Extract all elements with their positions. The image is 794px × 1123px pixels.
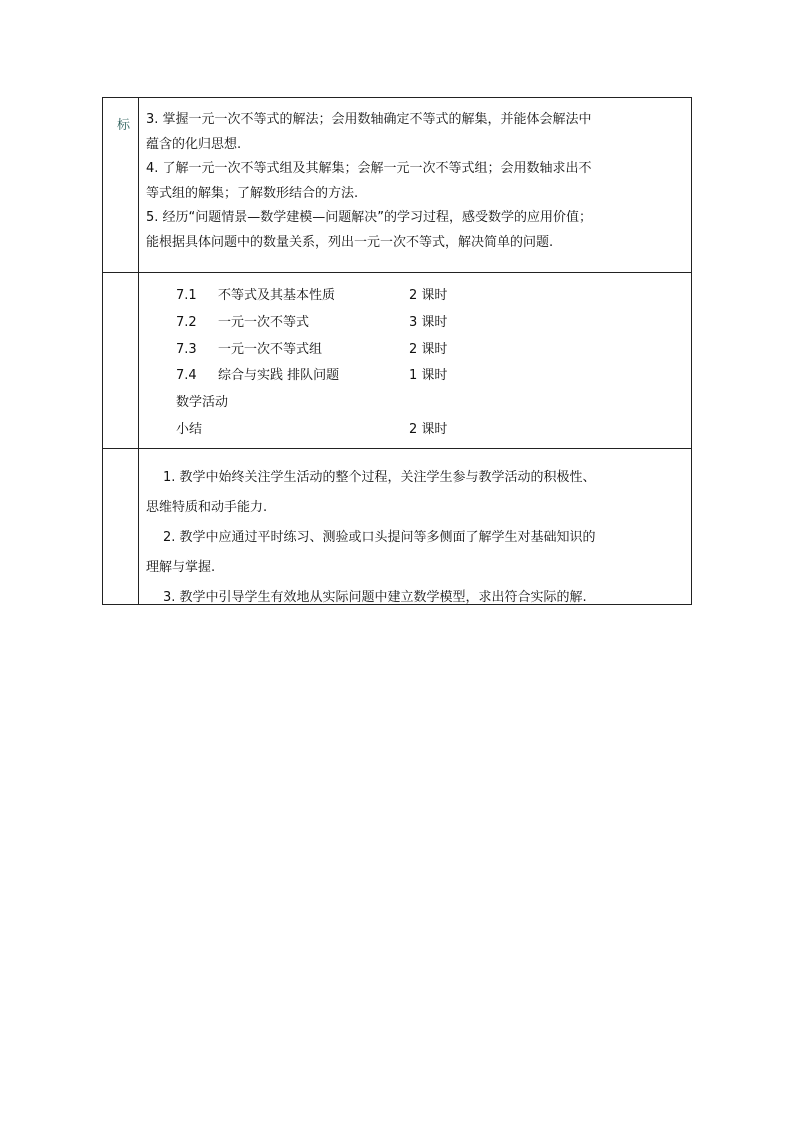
section-number: 7.1: [176, 288, 197, 303]
section-number: 7.4: [176, 368, 197, 384]
goal-line: 能根据具体问题中的数量关系，列出一元一次不等式，解决简单的问题.: [146, 234, 554, 250]
goals-cell: [146, 108, 683, 255]
goal-line: 蕴含的化归思想.: [146, 136, 242, 152]
section-title: 综合与实践 排队问题: [218, 368, 340, 384]
goal-line: 4. 了解一元一次不等式组及其解集；会解一元一次不等式组；会用数轴求出不: [146, 161, 592, 176]
schedule-row: [146, 337, 683, 364]
suggestion-line: 3. 教学中引导学生有效地从实际问题中建立数学模型，求出符合实际的解.: [163, 590, 587, 605]
section-hours: 2 课时: [409, 288, 448, 303]
suggestion-line: 2. 教学中应通过平时练习、测验或口头提问等多侧面了解学生对基础知识的: [163, 530, 596, 545]
schedule-row: [146, 390, 683, 417]
goals-row-label: 标: [117, 118, 131, 133]
section-number: 7.2: [176, 314, 197, 330]
row-divider: [103, 272, 691, 273]
section-hours: 1 课时: [409, 368, 448, 384]
section-hours: 2 课时: [409, 421, 448, 437]
column-divider: [138, 98, 139, 604]
section-hours: 3 课时: [409, 314, 448, 330]
suggestion-line: 理解与掌握.: [146, 560, 216, 575]
suggestion-line: 1. 教学中始终关注学生活动的整个过程，关注学生参与教学活动的积极性、: [163, 470, 596, 485]
section-number: 7.3: [176, 341, 197, 357]
schedule-cell: [146, 283, 683, 444]
row-divider: [103, 448, 691, 449]
schedule-row: [146, 363, 683, 390]
section-title: 一元一次不等式组: [218, 341, 323, 357]
section-hours: 2 课时: [409, 341, 448, 357]
goal-line: 5. 经历“问题情景—数学建模—问题解决”的学习过程，感受数学的应用价值；: [146, 210, 593, 225]
section-title: 数学活动: [176, 395, 229, 411]
goal-line: 3. 掌握一元一次不等式的解法；会用数轴确定不等式的解集，并能体会解法中: [146, 112, 592, 127]
section-title: 不等式及其基本性质: [218, 288, 336, 303]
plan-table: [102, 97, 692, 605]
suggestions-cell: [146, 463, 683, 613]
section-title: 一元一次不等式: [218, 314, 310, 330]
suggestion-line: 思维特质和动手能力.: [146, 500, 268, 515]
schedule-row: [146, 283, 683, 310]
goal-line: 等式组的解集；了解数形结合的方法.: [146, 185, 359, 201]
schedule-row: [146, 310, 683, 337]
section-title: 小结: [176, 421, 203, 437]
schedule-row: [146, 417, 683, 444]
